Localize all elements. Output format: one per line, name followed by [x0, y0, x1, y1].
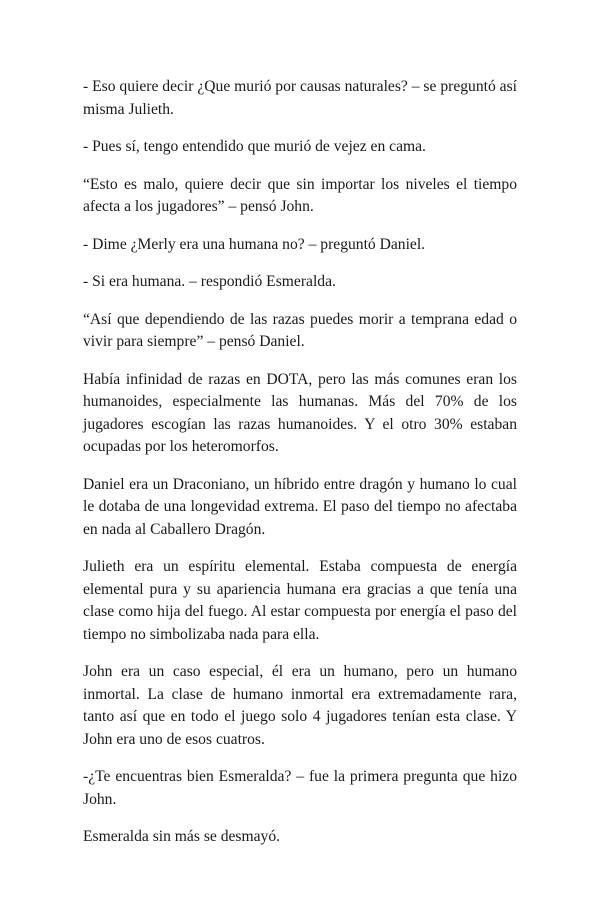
document-page [83, 76, 517, 864]
paragraph: Daniel era un Draconiano, un híbrido entre dragón y humano lo cual le dotaba de una longevidad extrema. El paso del tiempo no afectaba en nada al Caballero Dragón. [83, 475, 517, 538]
paragraph: - Dime ¿Merly era una humana no? – preguntó Daniel. [83, 235, 426, 253]
paragraph: Julieth era un espíritu elemental. Estaba compuesta de energía elemental pura y su apariencia humana era gracias a que tenía una clase como hija del fuego. Al estar compuesta por energía el paso del tiempo no simbolizaba nada para ella. [83, 558, 517, 643]
paragraph: “Así que dependiendo de las razas puedes morir a temprana edad o vivir para siempre” – pensó Daniel. [83, 310, 517, 350]
paragraph: “Esto es malo, quiere decir que sin importar los niveles el tiempo afecta a los jugadores” – pensó John. [83, 175, 517, 215]
paragraph: - Pues sí, tengo entendido que murió de vejez en cama. [83, 138, 426, 155]
paragraph: - Si era humana. – respondió Esmeralda. [83, 273, 336, 290]
paragraph: Había infinidad de razas en DOTA, pero las más comunes eran los humanoides, especialmente las humanas. Más del 70% de los jugadores escogían las razas humanoides. Y el otro 30% estaban ocupadas por los heteromorfos. [83, 370, 517, 455]
paragraph: Esmeralda sin más se desmayó. [83, 828, 281, 845]
paragraph: John era un caso especial, él era un humano, pero un humano inmortal. La clase de humano inmortal era extremadamente rara, tanto así que en todo el juego solo 4 jugadores tenían esta clase. Y John era uno de esos cuatros. [83, 663, 517, 748]
paragraph: -¿Te encuentras bien Esmeralda? – fue la primera pregunta que hizo John. [83, 768, 517, 808]
paragraph: - Eso quiere decir ¿Que murió por causas naturales? – se preguntó así misma Julieth. [83, 78, 517, 118]
